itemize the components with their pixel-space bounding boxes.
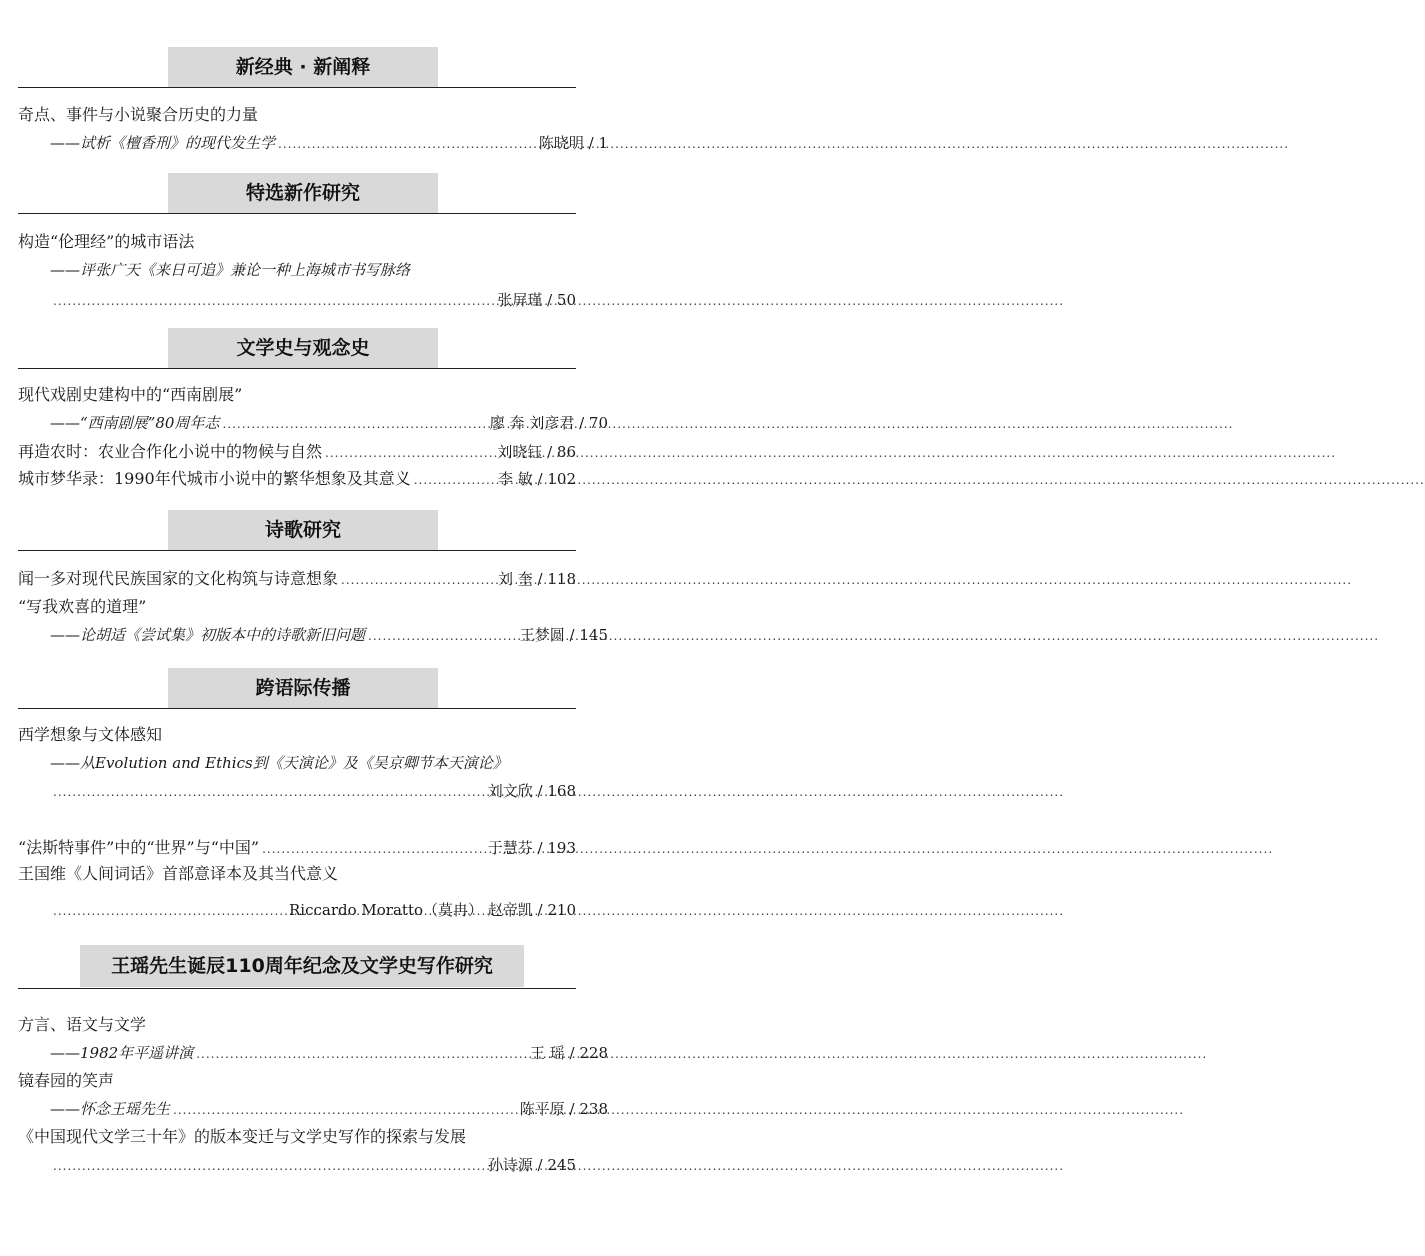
section-rule: [18, 988, 576, 989]
leader-dots: [262, 837, 485, 861]
section-heading: 文学史与观念史: [168, 328, 438, 368]
section-heading: 新经典 · 新阐释: [168, 47, 438, 87]
toc-entry[interactable]: 城市梦华录：1990年代城市小说中的繁华想象及其意义 ..... 李 敏 / 102: [18, 467, 576, 491]
toc-entry[interactable]: 镜春园的笑声: [18, 1071, 115, 1090]
leader-dots: [325, 441, 494, 465]
leader-dots: [222, 412, 486, 436]
toc-entry[interactable]: ..... 孙诗源 / 245: [18, 1153, 576, 1177]
toc-entry[interactable]: “法斯特事件”中的“世界”与“中国” ..... 于慧芬 / 193: [18, 836, 576, 860]
toc-entry[interactable]: 王国维《人间词话》首部意译本及其当代意义: [18, 864, 339, 883]
leader-dots: [278, 132, 536, 156]
toc-entry[interactable]: ——评张广天《来日可追》兼论一种上海城市书写脉络: [50, 261, 411, 279]
toc-entry[interactable]: 《中国现代文学三十年》的版本变迁与文学史写作的探索与发展: [18, 1127, 467, 1146]
leader-dots: [368, 624, 517, 648]
section-rule: [18, 87, 576, 88]
section-rule: [18, 213, 576, 214]
leader-dots: [53, 1154, 485, 1178]
leader-dots: [341, 568, 495, 592]
toc-entry[interactable]: 奇点、事件与小说聚合历史的力量: [18, 105, 259, 124]
section-heading: 王瑶先生诞辰110周年纪念及文学史写作研究: [80, 945, 524, 987]
toc-entry[interactable]: 西学想象与文体感知: [18, 725, 163, 744]
leader-dots: [53, 289, 494, 313]
toc-entry[interactable]: ..... 张屏瑾 / 50: [18, 288, 576, 312]
toc-entry[interactable]: 构造“伦理经”的城市语法: [18, 232, 195, 251]
leader-dots: [196, 1042, 527, 1066]
toc-entry[interactable]: ——“西南剧展”80周年志 ..... 廖 奔 刘彦君 / 70: [18, 411, 608, 435]
toc-entry[interactable]: ——怀念王瑶先生 ..... 陈平原 / 238: [18, 1097, 608, 1121]
leader-dots: [53, 899, 286, 923]
section-rule: [18, 368, 576, 369]
toc-entry[interactable]: ..... Riccardo Moratto（莫冉） 赵帝凯 / 210: [18, 898, 576, 922]
toc-entry[interactable]: ..... 刘文欣 / 168: [18, 779, 576, 803]
section-heading: 跨语际传播: [168, 668, 438, 708]
toc-entry[interactable]: ——试析《檀香刑》的现代发生学 ..... 陈晓明 / 1: [18, 131, 608, 155]
toc-entry[interactable]: 再造农时：农业合作化小说中的物候与自然 ..... 刘晓钰 / 86: [18, 440, 576, 464]
leader-dots: [53, 780, 485, 804]
toc-entry[interactable]: ——1982年平遥讲演 ..... 王 瑶 / 228: [18, 1041, 608, 1065]
toc-entry[interactable]: ——从Evolution and Ethics到《天演论》及《吴京卿节本天演论》: [50, 754, 508, 772]
section-rule: [18, 550, 576, 551]
toc-entry[interactable]: 闻一多对现代民族国家的文化构筑与诗意想象 ..... 刘 奎 / 118: [18, 567, 576, 591]
toc-entry[interactable]: ——论胡适《尝试集》初版本中的诗歌新旧问题 ..... 王梦圆 / 145: [18, 623, 608, 647]
section-heading: 诗歌研究: [168, 510, 438, 550]
toc-entry[interactable]: “写我欢喜的道理”: [18, 597, 147, 616]
section-heading: 特选新作研究: [168, 173, 438, 213]
toc-entry[interactable]: 现代戏剧史建构中的“西南剧展”: [18, 385, 243, 404]
toc-entry[interactable]: 方言、语文与文学: [18, 1015, 147, 1034]
leader-dots: [173, 1098, 517, 1122]
leader-dots: [414, 468, 495, 492]
section-rule: [18, 708, 576, 709]
